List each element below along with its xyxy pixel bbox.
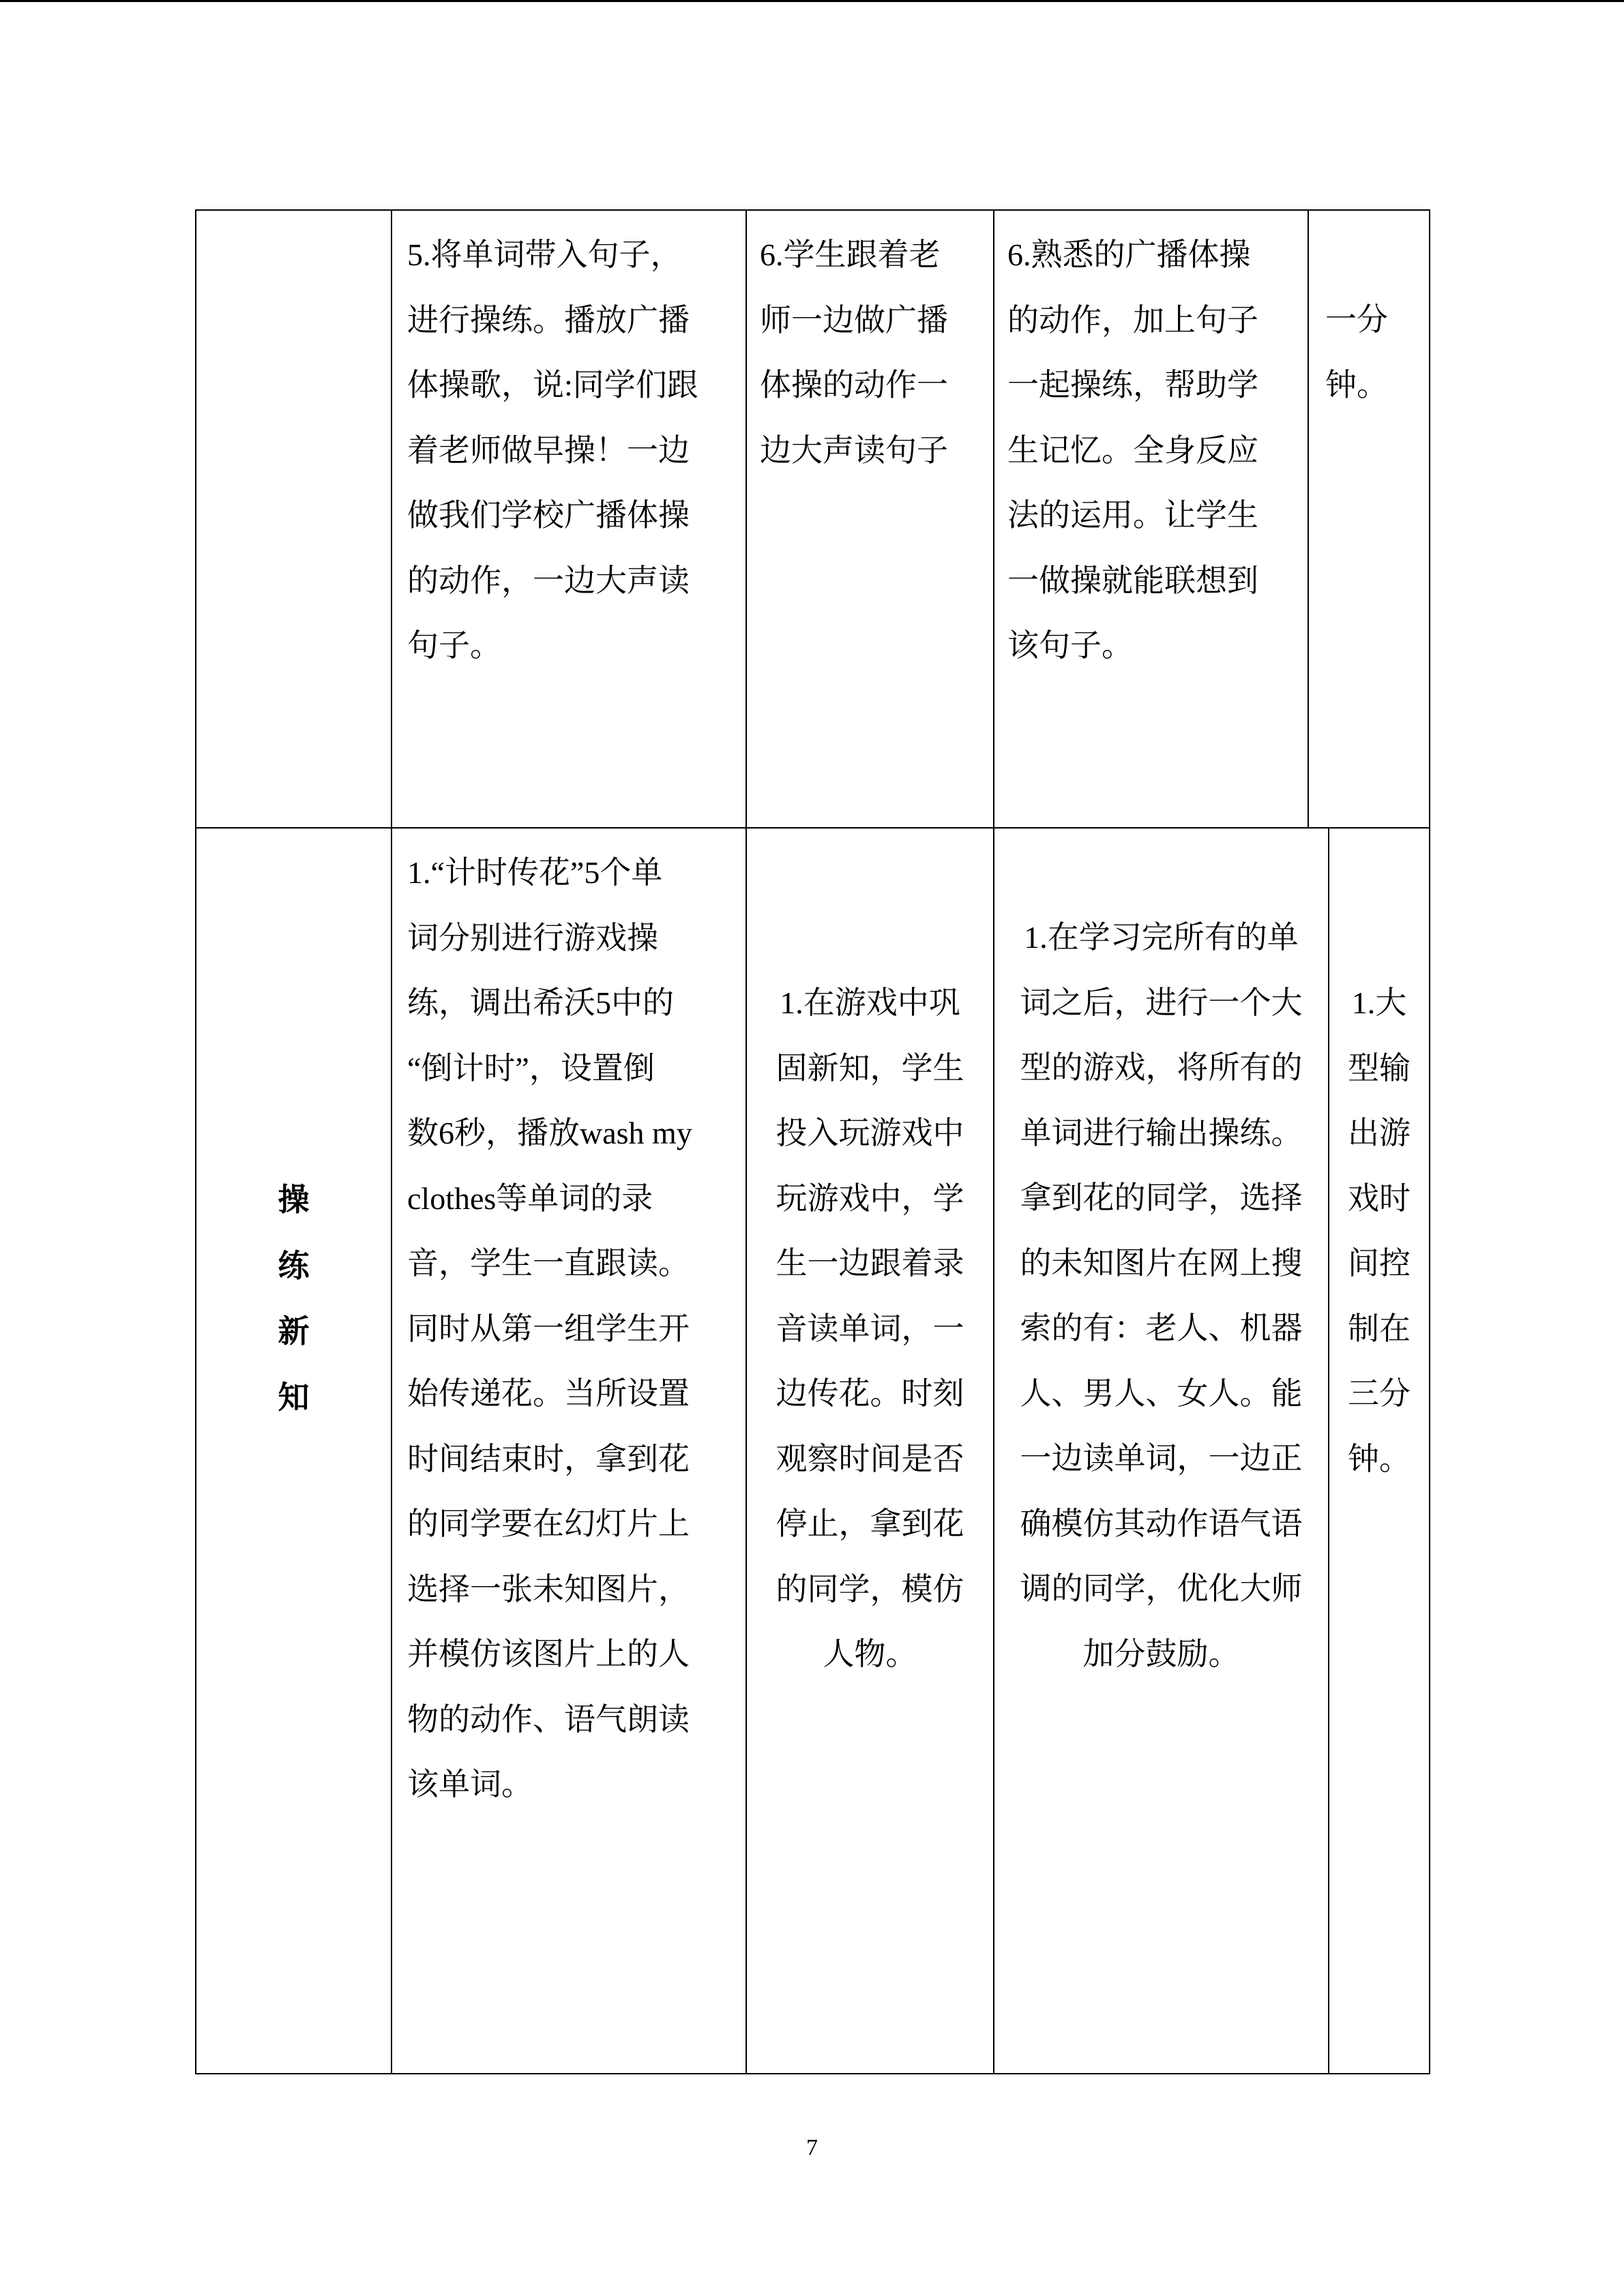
table-row-2-cell-1	[195, 827, 392, 2074]
page-number: 7	[806, 2135, 818, 2160]
table-row-1-cell-2: 5.将单词带入句子， 进行操练。播放广播 体操歌，说:同学们跟 着老师做早操！一边 做我们学校广播体操 的动作，一边大声读 句子。	[391, 209, 747, 829]
table-row-2-cell-3: 1.在游戏中巩 固新知，学生 投入玩游戏中 玩游戏中，学 生一边跟着录 音读单词，一 边传花。时刻 观察时间是否 停止，拿到花 的同学，模仿 人物。	[745, 827, 994, 2074]
table-row-2-cell-4: 1.在学习完所有的单 词之后，进行一个大 型的游戏，将所有的 单词进行输出操练。 拿到花的同学，选择 的未知图片在网上搜 索的有：老人、机器 人、男人、女人。能 一边读单词，一边正 确模仿其动作语气语 调的同学，优化大师 加分鼓励。	[993, 827, 1329, 2074]
table-row-1-cell-1	[195, 209, 392, 829]
lesson-plan-table	[195, 209, 1430, 2076]
table-row-1-cell-3: 6.学生跟着老 师一边做广播 体操的动作一 边大声读句子	[745, 209, 994, 829]
table-row-2-cell-5: 1.大 型输 出游 戏时 间控 制在 三分 钟。	[1328, 827, 1430, 2074]
page-top-edge-line	[0, 0, 1624, 2]
table-row-2-cell-2: 1.“计时传花”5个单 词分别进行游戏操 练，调出希沃5中的 “倒计时”，设置倒 数6秒，播放wash my clothes等单词的录 音，学生一直跟读。 同时从第一组学生开 始传递花。当所设置 时间结束时，拿到花 的同学要在幻灯片上 选择一张未知图片， 并模仿该图片上的人 物的动作、语气朗读 该单词。	[391, 827, 747, 2074]
section-label: 操练新知	[278, 1182, 310, 1415]
table-row-1-cell-5: 一分 钟。	[1308, 209, 1430, 829]
table-row-1-cell-4: 6.熟悉的广播体操 的动作，加上句子 一起操练，帮助学 生记忆。全身反应 法的运用。让学生 一做操就能联想到 该句子。	[993, 209, 1309, 829]
